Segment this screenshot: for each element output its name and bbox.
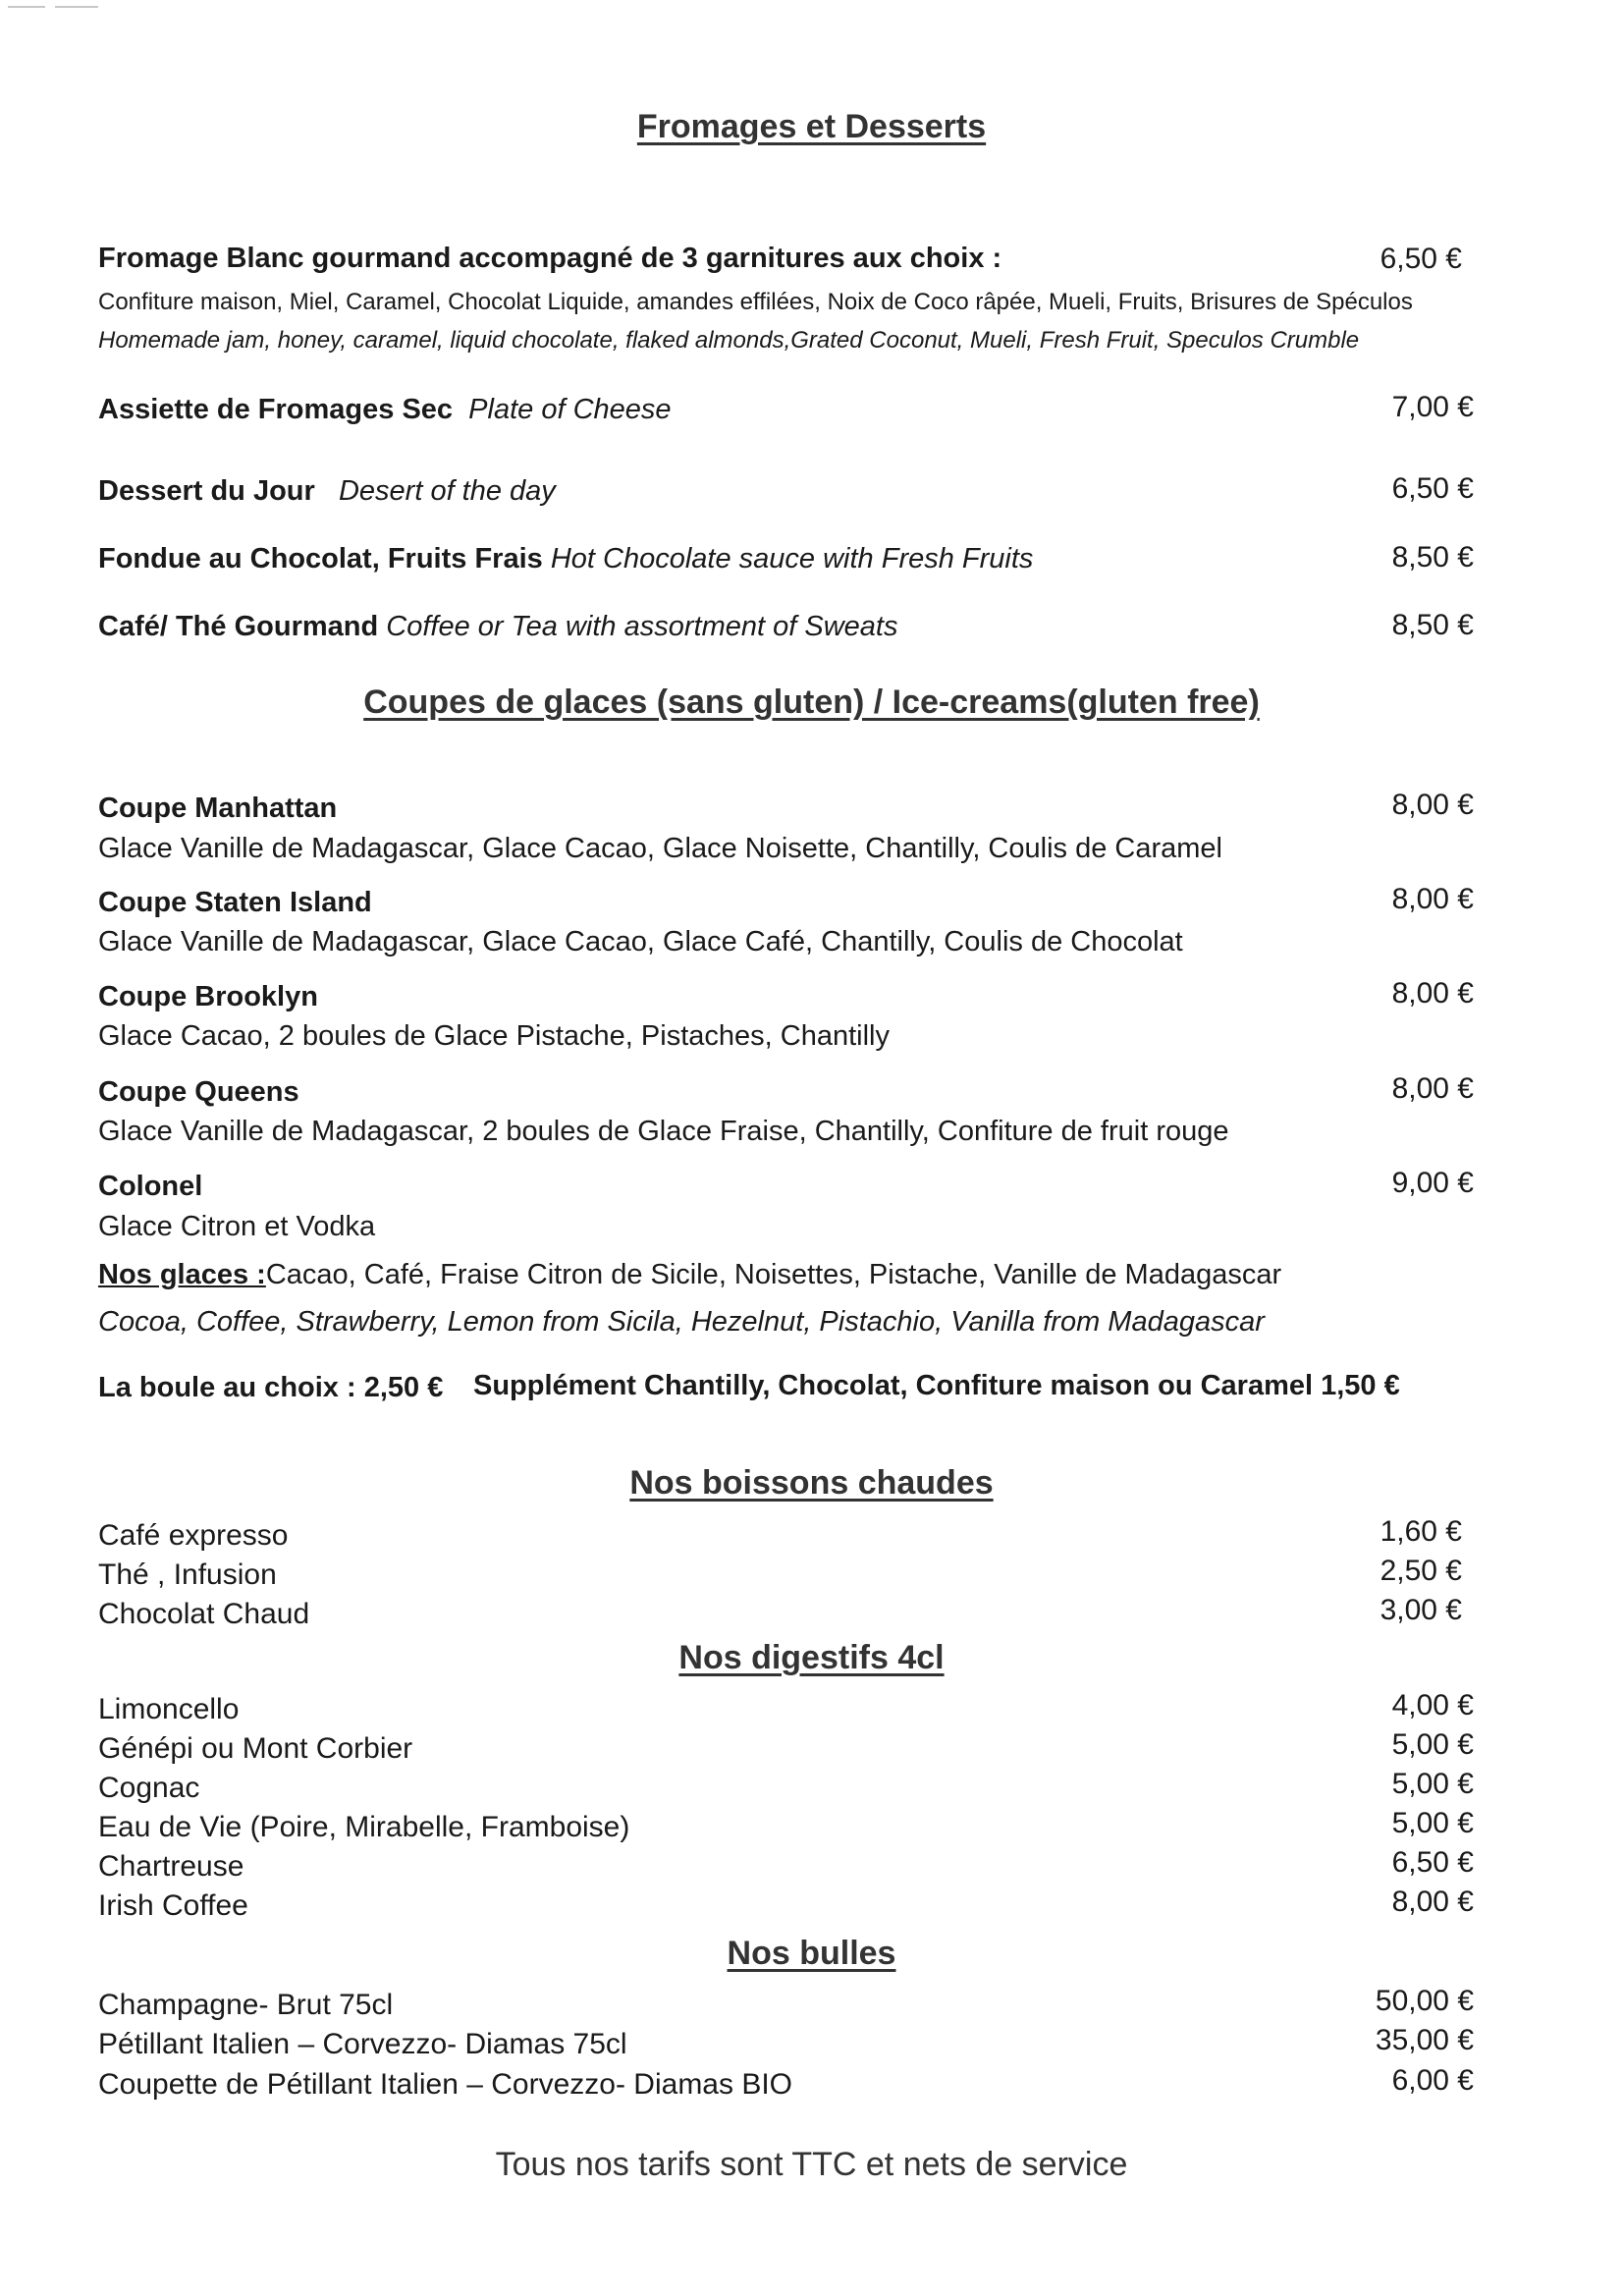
item-price: 8,50 €	[1391, 541, 1474, 574]
drink-price: 2,50 €	[1380, 1555, 1462, 1587]
drink-name: Café expresso	[98, 1519, 289, 1552]
drink-price: 4,00 €	[1391, 1689, 1474, 1722]
section-title-chaudes: Nos boissons chaudes	[629, 1464, 994, 1502]
coupe-description: Glace Vanille de Madagascar, Glace Cacao, Glace Café, Chantilly, Coulis de Chocolat	[98, 926, 1183, 957]
item-translation: Desert of the day	[338, 475, 556, 507]
item-translation: Homemade jam, honey, caramel, liquid chocolate, flaked almonds,Grated Coconut, Mueli, Fresh Fruit, Speculos Crumble	[98, 327, 1360, 354]
drink-price: 1,60 €	[1380, 1515, 1462, 1548]
drink-price: 35,00 €	[1375, 2024, 1474, 2056]
drink-name: Pétillant Italien – Corvezzo- Diamas 75cl	[98, 2028, 627, 2060]
drink-price: 6,00 €	[1391, 2064, 1474, 2097]
glaces-label: Nos glaces :	[98, 1259, 266, 1290]
drink-price: 5,00 €	[1391, 1807, 1474, 1839]
drink-name: Irish Coffee	[98, 1889, 248, 1922]
footer-note: Tous nos tarifs sont TTC et nets de service	[495, 2146, 1128, 2183]
glaces-flavours	[98, 1259, 1281, 1291]
drink-name: Chocolat Chaud	[98, 1598, 310, 1630]
item-name: Fondue au Chocolat, Fruits Frais	[98, 543, 543, 574]
coupe-name: Coupe Queens	[98, 1076, 299, 1108]
item-name: Fromage Blanc gourmand accompagné de 3 garnitures aux choix :	[98, 243, 1002, 274]
coupe-description: Glace Vanille de Madagascar, 2 boules de Glace Fraise, Chantilly, Confiture de fruit rouge	[98, 1116, 1229, 1147]
drink-name: Chartreuse	[98, 1850, 244, 1883]
glaces-list: Cacao, Café, Fraise Citron de Sicile, Noisettes, Pistache, Vanille de Madagascar	[265, 1259, 1282, 1290]
drink-name: Coupette de Pétillant Italien – Corvezzo- Diamas BIO	[98, 2068, 793, 2101]
section-title-glaces: Coupes de glaces (sans gluten) / Ice-creams(gluten free)	[363, 683, 1260, 721]
item-description: Confiture maison, Miel, Caramel, Chocolat Liquide, amandes effilées, Noix de Coco râpée, Mueli, Fruits, Brisures de Spéculos	[98, 289, 1413, 315]
coupe-name: Coupe Brooklyn	[98, 981, 318, 1012]
section-title-bulles: Nos bulles	[727, 1935, 896, 1972]
item-translation: Plate of Cheese	[468, 394, 672, 425]
drink-name: Eau de Vie (Poire, Mirabelle, Framboise)	[98, 1811, 630, 1843]
drink-price: 6,50 €	[1391, 1846, 1474, 1879]
coupe-price: 9,00 €	[1391, 1167, 1474, 1199]
drink-price: 8,00 €	[1391, 1886, 1474, 1918]
item-translation: Hot Chocolate sauce with Fresh Fruits	[550, 543, 1034, 574]
coupe-description: Glace Cacao, 2 boules de Glace Pistache, Pistaches, Chantilly	[98, 1020, 890, 1052]
coupe-name: Coupe Staten Island	[98, 887, 372, 918]
menu-item	[98, 543, 1033, 575]
drink-name: Limoncello	[98, 1693, 240, 1725]
scan-mark	[55, 6, 98, 8]
boule-price-line: La boule au choix : 2,50 €	[98, 1372, 444, 1403]
drink-name: Thé , Infusion	[98, 1558, 277, 1591]
item-name: Café/ Thé Gourmand	[98, 611, 379, 642]
drink-name: Champagne- Brut 75cl	[98, 1989, 394, 2021]
coupe-description: Glace Vanille de Madagascar, Glace Cacao, Glace Noisette, Chantilly, Coulis de Caramel	[98, 833, 1222, 864]
menu-item	[98, 475, 556, 508]
section-title-digestifs: Nos digestifs 4cl	[678, 1639, 945, 1676]
drink-price: 5,00 €	[1391, 1768, 1474, 1800]
menu-item	[98, 611, 897, 643]
coupe-price: 8,00 €	[1391, 1072, 1474, 1105]
item-name: Assiette de Fromages Sec	[98, 394, 454, 425]
item-price: 6,50 €	[1380, 243, 1462, 275]
item-price: 7,00 €	[1391, 391, 1474, 423]
scan-mark	[8, 6, 45, 8]
drink-price: 5,00 €	[1391, 1728, 1474, 1761]
coupe-name: Coupe Manhattan	[98, 793, 338, 824]
item-translation: Coffee or Tea with assortment of Sweats	[386, 611, 898, 642]
drink-name: Génépi ou Mont Corbier	[98, 1732, 413, 1765]
coupe-name: Colonel	[98, 1171, 203, 1202]
coupe-price: 8,00 €	[1391, 977, 1474, 1010]
coupe-description: Glace Citron et Vodka	[98, 1211, 376, 1242]
drink-price: 50,00 €	[1375, 1985, 1474, 2017]
supplement-line: Supplément Chantilly, Chocolat, Confiture maison ou Caramel 1,50 €	[473, 1370, 1400, 1401]
item-name: Dessert du Jour	[98, 475, 315, 507]
coupe-price: 8,00 €	[1391, 789, 1474, 821]
item-price: 6,50 €	[1391, 472, 1474, 505]
drink-price: 3,00 €	[1380, 1594, 1462, 1626]
glaces-translation: Cocoa, Coffee, Strawberry, Lemon from Sicila, Hezelnut, Pistachio, Vanilla from Madagascar	[98, 1306, 1265, 1338]
coupe-price: 8,00 €	[1391, 883, 1474, 915]
menu-item	[98, 394, 672, 426]
drink-name: Cognac	[98, 1772, 200, 1804]
item-price: 8,50 €	[1391, 609, 1474, 641]
section-title-fromages: Fromages et Desserts	[636, 108, 987, 145]
